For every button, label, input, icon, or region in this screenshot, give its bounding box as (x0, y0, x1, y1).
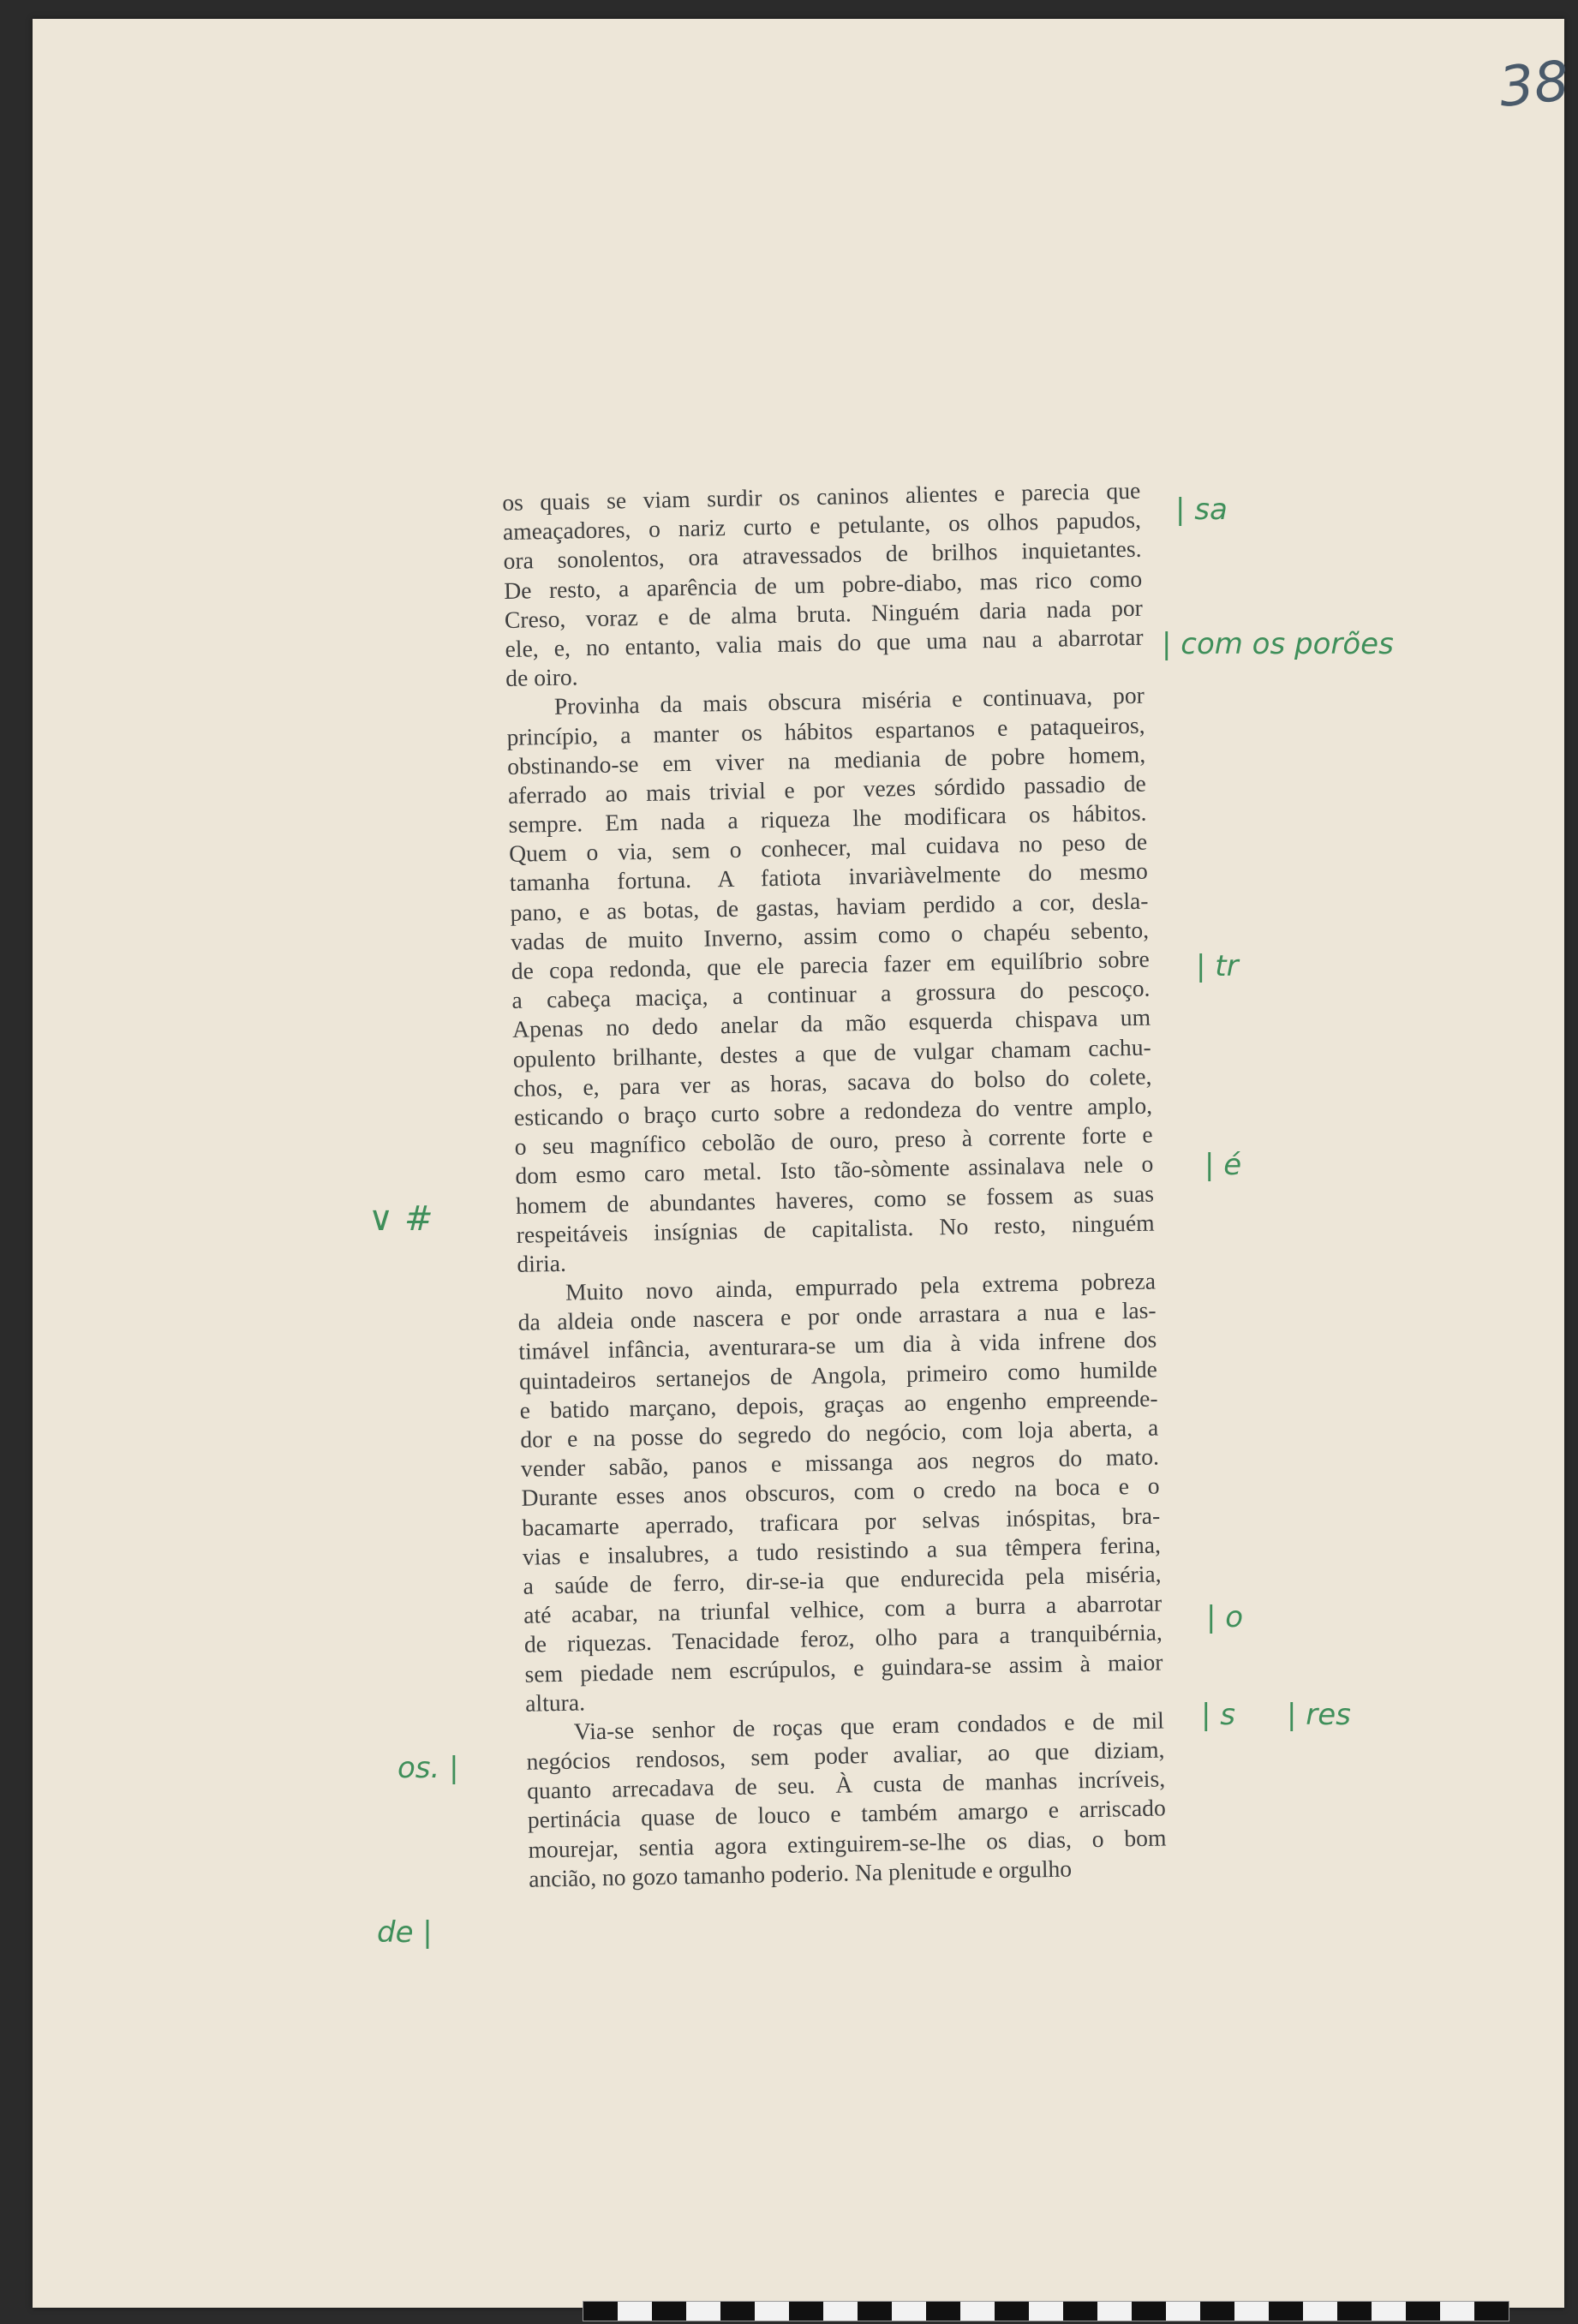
text-line: ele, e, no entanto, valia mais do que uma nau a abarrotar (505, 623, 1144, 662)
text-line: da aldeia onde nascera e por onde arrastara a nua e las- (517, 1296, 1157, 1336)
text-line: homem de abundantes haveres, como se fossem as suas (515, 1180, 1155, 1219)
annotation-left-3: de | (377, 1915, 433, 1950)
text-line: os quais se viam surdir os caninos alientes e parecia que (502, 476, 1141, 516)
text-line: Durante esses anos obscuros, com o credo na boca e o (521, 1472, 1160, 1512)
text-line: dom esmo caro metal. Isto tão-sòmente assinalava nele o (515, 1150, 1154, 1190)
text-line: esticando o braço curto sobre a redondeza do ventre amplo, (513, 1091, 1153, 1131)
text-line: respeitáveis insígnias de capitalista. No resto, ninguém (516, 1209, 1155, 1248)
text-line: dor e na posse do segredo do negócio, com loja aberta, a (520, 1413, 1159, 1453)
annotation-right-2: | com os porões (1162, 627, 1394, 661)
text-line: negócios rendosos, sem poder avaliar, ao que diziam, (526, 1736, 1165, 1775)
text-line: Via-se senhor de roças que eram condados e de mil (573, 1706, 1165, 1745)
text-line: e batido marçano, depois, graças ao engenho empreende- (519, 1384, 1158, 1424)
text-line: a saúde de ferro, dir-se-ia que endurecida pela miséria, (523, 1560, 1162, 1599)
text-line: o seu magnífico cebolão de ouro, preso à corrente forte e (514, 1120, 1153, 1160)
text-line: ancião, no gozo tamanho poderio. Na plenitude e orgulho (528, 1855, 1073, 1892)
document-page (33, 19, 1573, 2308)
text-line: sem piedade nem escrúpulos, e guindara-se assim à maior (524, 1647, 1163, 1688)
text-line: timável infância, aventurara-se um dia à vida infrene dos (518, 1325, 1157, 1365)
annotation-left-1: ∨ # (368, 1199, 433, 1239)
text-line: princípio, a manter os hábitos espartanos e pataqueiros, (506, 711, 1145, 750)
text-line: ameaçadores, o nariz curto e petulante, os olhos papudos, (502, 505, 1142, 546)
text-line: Apenas no dedo anelar da mão esquerda chispava um (511, 1003, 1151, 1043)
text-line: ora sonolentos, ora atravessados de brilhos inquietantes. (503, 535, 1142, 575)
text-line: tamanha fortuna. A fatiota invariàvelmente do mesmo (509, 857, 1149, 897)
annotation-right-5: | o (1206, 1600, 1244, 1634)
text-line: altura. (524, 1688, 586, 1717)
text-line: aferrado ao mais trivial e por vezes sórdido passadio de (507, 769, 1147, 809)
text-line: obstinando-se em viver na mediania de pobre homem, (506, 740, 1146, 780)
body-text (502, 476, 1167, 1894)
text-line: vadas de muito Inverno, assim como o chapéu sebento, (510, 916, 1150, 955)
text-line: até acabar, na triunfal velhice, com a burra a abarrotar (523, 1589, 1163, 1628)
text-line: Provinha da mais obscura miséria e continuava, por (553, 681, 1145, 720)
text-line: vender sabão, panos e missanga aos negros do mato. (520, 1443, 1160, 1482)
annotation-right-4: | é (1204, 1148, 1242, 1182)
text-line: De resto, a aparência de um pobre-diabo, mas rico como (503, 565, 1143, 604)
annotation-right-6: | s (1201, 1698, 1235, 1732)
annotation-right-3: | tr (1196, 949, 1239, 983)
text-line: diria. (517, 1249, 567, 1277)
text-line: opulento brilhante, destes a que de vulgar chamam cachu- (512, 1033, 1151, 1072)
text-line: quanto arrecadava de seu. À custa de manhas incríveis, (526, 1765, 1166, 1804)
text-line: bacamarte aperrado, traficara por selvas inóspitas, bra- (521, 1502, 1161, 1541)
annotation-right-7: | res (1287, 1698, 1351, 1732)
text-line: de riquezas. Tenacidade feroz, olho para a tranquibérnia, (523, 1618, 1163, 1658)
text-line: vias e insalubres, a tudo resistindo a sua têmpera ferina, (522, 1531, 1162, 1570)
text-line: pertinácia quase de louco e também amargo e arriscado (527, 1794, 1167, 1834)
annotation-right-1: | sa (1175, 493, 1228, 527)
text-line: Creso, voraz e de alma bruta. Ninguém daria nada por (504, 594, 1144, 633)
page-number: 38 (1496, 49, 1573, 121)
text-line: a cabeça maciça, a continuar a grossura do pescoço. (511, 974, 1151, 1014)
text-line: Muito novo ainda, empurrado pela extrema pobreza (565, 1267, 1157, 1305)
text-line: de copa redonda, que ele parecia fazer em equilíbrio sobre (511, 945, 1150, 984)
text-line: sempre. Em nada a riqueza lhe modificara os hábitos. (508, 798, 1147, 838)
text-line: quintadeiros sertanejos de Angola, primeiro como humilde (518, 1355, 1158, 1395)
text-line: mourejar, sentia agora extinguirem-se-lhe os dias, o bom (528, 1824, 1167, 1863)
text-line: Quem o via, sem o conhecer, mal cuidava no peso de (508, 827, 1148, 868)
text-line: pano, e as botas, de gastas, haviam perdido a cor, desla- (510, 887, 1149, 926)
text-line: chos, e, para ver as horas, sacava do bolso do colete, (513, 1062, 1152, 1102)
color-scale-ruler (583, 2301, 1509, 2321)
text-line: de oiro. (505, 663, 578, 692)
annotation-left-2: os. | (397, 1751, 459, 1785)
